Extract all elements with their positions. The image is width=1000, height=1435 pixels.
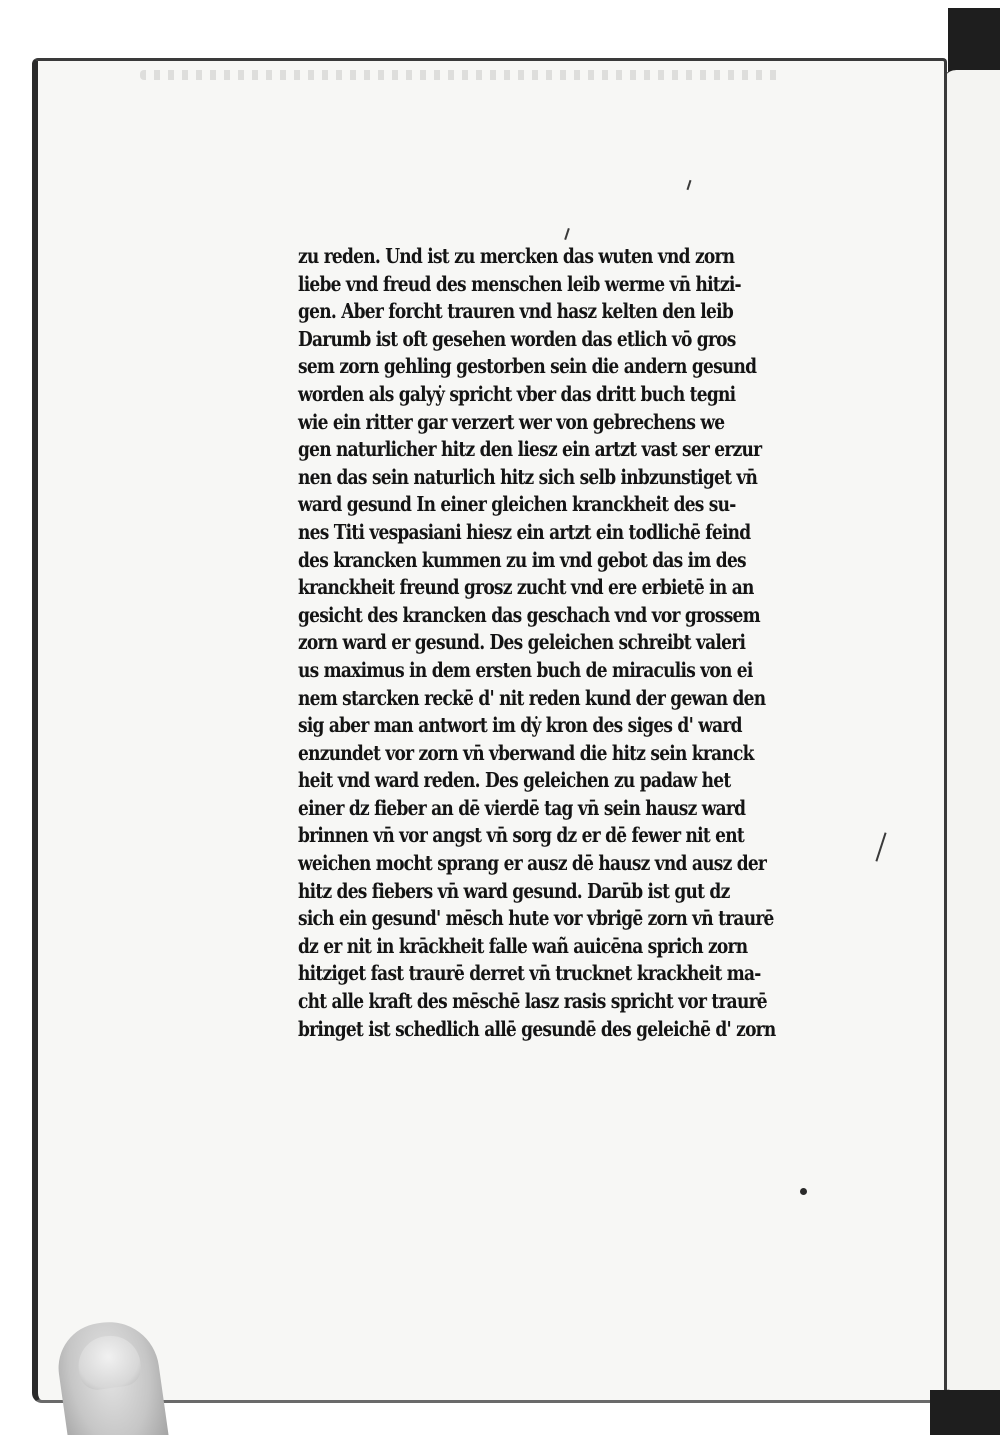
scan-top-strip (0, 0, 1000, 8)
text-line: gen. Aber forcht trauren vnd hasz kelten den leib (298, 299, 733, 324)
text-line: hitz des fiebers vn̄ ward gesund. Darūb ist gut dz (298, 878, 730, 903)
printed-text-block (298, 243, 858, 1043)
text-line: hitziget fast traurē derret vn̄ trucknet krackheit ma- (298, 961, 761, 986)
text-line: bringet ist schedlich allē gesundē des geleichē d' zorn (298, 1016, 776, 1041)
text-line: kranckheit freund grosz zucht vnd ere erbietē in an (298, 575, 754, 600)
text-line: sem zorn gehling gestorben sein die andern gesund (298, 354, 757, 379)
text-line: gesicht des krancken das geschach vnd vor grossem (298, 602, 760, 627)
text-line: Darumb ist oft gesehen worden das etlich vō gros (298, 326, 736, 351)
text-line: sich ein gesund' mēsch hute vor vbrigē zorn vn̄ traurē (298, 906, 774, 931)
stray-ink-dot (800, 1188, 807, 1195)
text-line: enzundet vor zorn vn̄ vberwand die hitz sein kranck (298, 740, 754, 765)
text-line: cht alle kraft des mēschē lasz rasis spricht vor traurē (298, 989, 767, 1014)
text-line: worden als galyẏ spricht vber das dritt buch tegni (298, 381, 736, 406)
text-line: dz er nit in krāckheit falle wañ auicēna sprich zorn (298, 933, 748, 958)
text-line: nes Titi vespasiani hiesz ein artzt ein todlichē feind (298, 519, 751, 544)
text-line: wie ein ritter gar verzert wer von gebrechens we (298, 409, 725, 434)
text-line: gen naturlicher hitz den liesz ein artzt vast ser erzur (298, 437, 762, 462)
text-line: nem starcken reckē d' nit reden kund der gewan den (298, 685, 766, 710)
text-line: des krancken kummen zu im vnd gebot das im des (298, 547, 746, 572)
text-line: liebe vnd freud des menschen leib werme vn̄ hitzi- (298, 271, 741, 296)
text-line: brinnen vn̄ vor angst vn̄ sorg dz er dē fewer nit ent (298, 823, 744, 848)
text-line: us maximus in dem ersten buch de miraculis von ei (298, 657, 753, 682)
text-line: nen das sein naturlich hitz sich selb inbzunstiget vn̄ (298, 464, 758, 489)
facing-page-edge (938, 70, 1000, 1390)
text-line: zu reden. Und ist zu mercken das wuten vnd zorn (298, 244, 735, 268)
book-spine-corner (930, 1390, 1000, 1435)
text-line: heit vnd ward reden. Des geleichen zu padaw het (298, 768, 731, 793)
text-line: weichen mocht sprang er ausz dē hausz vnd ausz der (298, 851, 767, 876)
ink-show-through (140, 70, 780, 80)
text-line: einer dz fieber an dē vierdē tag vn̄ sein hausz ward (298, 795, 746, 820)
text-line: sig aber man antwort im dẏ kron des siges d' ward (298, 713, 742, 738)
text-line: zorn ward er gesund. Des geleichen schreibt valeri (298, 630, 746, 655)
text-line: ward gesund In einer gleichen kranckheit des su- (298, 492, 736, 517)
